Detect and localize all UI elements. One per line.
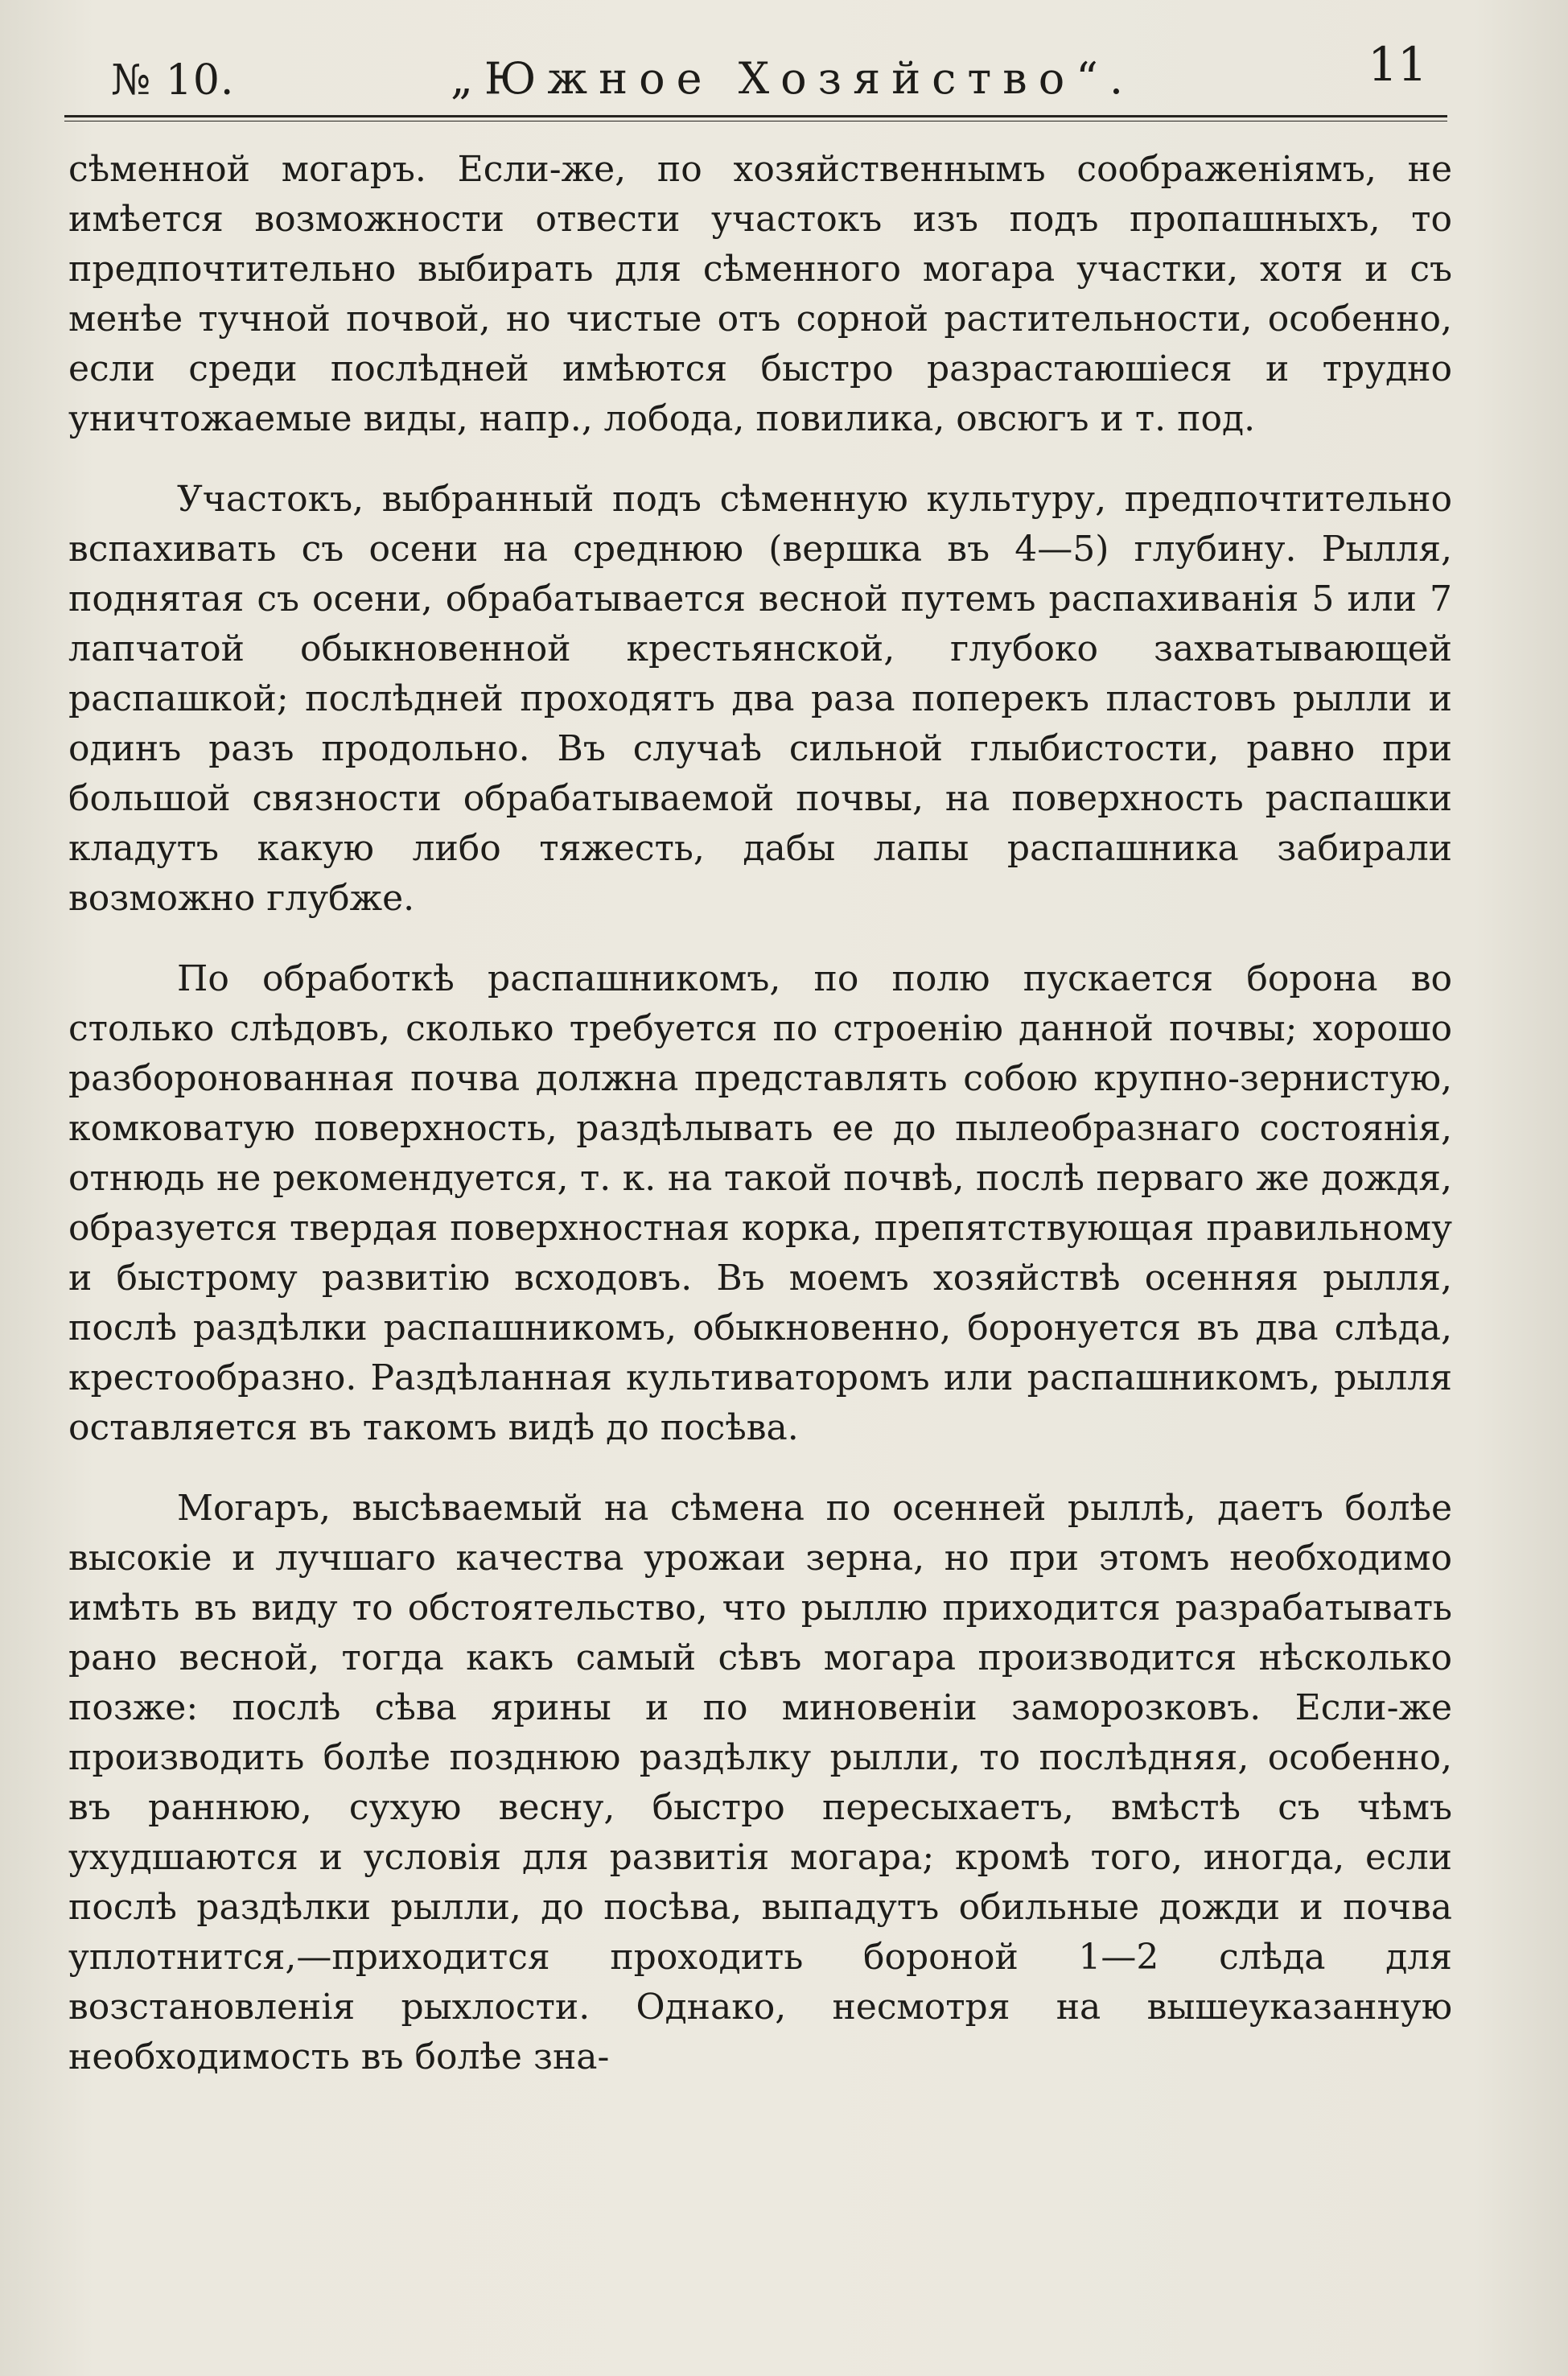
issue-number: № 10. [111,56,235,105]
paragraph-2: Участокъ, выбранный подъ сѣменную культуру, предпочтительно вспахивать съ осени на среднюю (вершка въ 4—5) глубину. Рылля, поднятая съ осени, обрабатывается весной путемъ распахиванія 5 или 7 лапчатой обыкновенной крестьянской, глубоко захватывающей распашкой; послѣдней проходятъ два раза поперекъ пластовъ рылли и одинъ разъ продольно. Въ случаѣ сильной глыбистости, равно при большой связности обрабатываемой почвы, на поверхность распашки кладутъ какую либо тяжесть, дабы лапы распашника забирали возможно глубже. [68,479,1452,919]
paragraph-1: сѣменной могаръ. Если-же, по хозяйственнымъ соображеніямъ, не имѣется возможности отвести участокъ изъ подъ пропашныхъ, то предпочтительно выбирать для сѣменного могара участки, хотя и съ менѣе тучной почвой, но чистые отъ сорной растительности, особенно, если среди послѣдней имѣются быстро разрастаюшіеся и трудно уничтожаемые виды, напр., лобода, повилика, овсюгъ и т. под. [68,149,1452,439]
article-body [68,145,1452,2113]
paragraph-4: Могаръ, высѣваемый на сѣмена по осенней рыллѣ, даетъ болѣе высокіе и лучшаго качества урожаи зерна, но при этомъ необходимо имѣть въ виду то обстоятельство, что рыллю приходится разрабатывать рано весной, тогда какъ самый сѣвъ могара производится нѣсколько позже: послѣ сѣва ярины и по миновеніи заморозковъ. Если-же производить болѣе позднюю раздѣлку рылли, то послѣдняя, особенно, въ раннюю, сухую весну, быстро пересыхаетъ, вмѣстѣ съ чѣмъ ухудшаются и условія для развитія могара; кромѣ того, иногда, если послѣ раздѣлки рылли, до посѣва, выпадутъ обильные дожди и почва уплотнится,—приходится проходить бороной 1—2 слѣда для возстановленія рыхлости. Однако, несмотря на вышеуказанную необходимость въ болѣе зна- [68,1488,1452,2077]
page-number: 11 [1368,37,1427,92]
header-rule [64,115,1447,117]
paragraph-3: По обработкѣ распашникомъ, по полю пускается борона во столько слѣдовъ, сколько требуется по строенію данной почвы; хорошо разборонованная почва должна представлять собою крупно-зернистую, комковатую поверхность, раздѣлывать ее до пылеобразнаго состоянія, отнюдь не рекомендуется, т. к. на такой почвѣ, послѣ перваго же дождя, образуется твердая поверхностная корка, препятствующая правильному и быстрому развитію всходовъ. Въ моемъ хозяйствѣ осенняя рылля, послѣ раздѣлки распашникомъ, обыкновенно, боронуется въ два слѣда, крестообразно. Раздѣланная культиваторомъ или распашникомъ, рылля оставляется въ такомъ видѣ до посѣва. [68,958,1452,1448]
journal-title: „Южное Хозяйство“. [451,53,1134,104]
page-header [64,32,1447,113]
